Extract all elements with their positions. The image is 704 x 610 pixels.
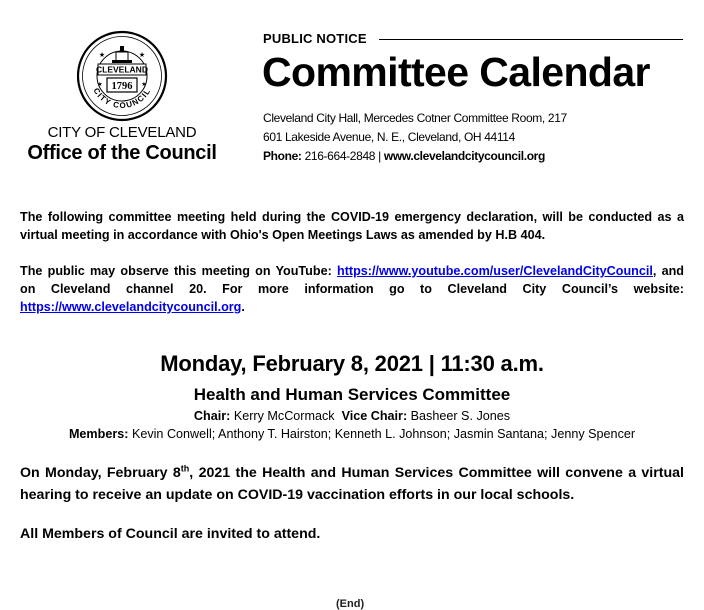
chair-line bbox=[0, 409, 704, 423]
notice-label: PUBLIC NOTICE bbox=[263, 31, 367, 46]
members-list: Kevin Conwell; Anthony T. Hairston; Kenneth L. Johnson; Jasmin Santana; Jenny Spencer bbox=[131, 427, 636, 441]
address-line-2: 601 Lakeside Avenue, N. E., Cleveland, OH 44114 bbox=[263, 130, 515, 144]
address-line-1: Cleveland City Hall, Mercedes Cotner Committee Room, 217 bbox=[263, 111, 567, 125]
chair-name: Kerry McCormack bbox=[233, 409, 335, 423]
star-icon: ★ bbox=[138, 52, 146, 59]
seal-top-text: CLEVELAND bbox=[96, 64, 148, 75]
description-text-2: , 2021 the Health and Human Services Committee will convene a virtual hearing to receive an update on COVID-19 vaccination efforts in our local schools. bbox=[20, 465, 684, 503]
observe-text-2: , and on Cleveland channel 20. For more information go to Cleveland City Council’s website: bbox=[20, 264, 685, 296]
intro-paragraph: The following committee meeting held during the COVID-19 emergency declaration, will be conducted as a virtual meeting in accordance with Ohio's Open Meetings Laws as amended by H.B 404. bbox=[20, 210, 684, 242]
observe-paragraph bbox=[20, 262, 684, 316]
vice-chair-name: Basheer S. Jones bbox=[410, 409, 511, 423]
page-title: Committee Calendar bbox=[262, 49, 650, 95]
youtube-link[interactable]: https://www.youtube.com/user/ClevelandCityCouncil bbox=[337, 264, 653, 278]
invite-text: All Members of Council are invited to attend. bbox=[20, 526, 321, 542]
observe-text: The public may observe this meeting on YouTube: bbox=[20, 264, 338, 278]
contact-line bbox=[263, 149, 545, 163]
website-text: www.clevelandcitycouncil.org bbox=[383, 149, 545, 163]
notice-header bbox=[263, 31, 683, 47]
meeting-description bbox=[20, 462, 684, 506]
council-website-link[interactable]: https://www.clevelandcitycouncil.org bbox=[20, 300, 242, 314]
phone-number: 216-664-2848 bbox=[304, 149, 376, 163]
star-icon: ★ bbox=[97, 82, 103, 88]
building-icon bbox=[112, 46, 132, 63]
footer-end-marker: (End) bbox=[336, 598, 365, 610]
chair-label: Chair: bbox=[193, 409, 231, 423]
phone-label: Phone: bbox=[263, 149, 302, 163]
star-icon: ★ bbox=[98, 52, 106, 59]
city-council-seal bbox=[76, 30, 168, 122]
star-icon: ★ bbox=[141, 82, 147, 88]
description-text: On Monday, February 8 bbox=[20, 465, 181, 481]
members-line bbox=[0, 427, 704, 441]
vice-chair-label: Vice Chair: bbox=[341, 409, 408, 423]
city-name: CITY OF CLEVELAND bbox=[47, 124, 197, 141]
observe-text-3: . bbox=[241, 300, 245, 314]
seal-year: 1796 bbox=[111, 81, 133, 92]
seal-ring-text: CITY COUNCIL bbox=[91, 86, 153, 111]
committee-name: Health and Human Services Committee bbox=[193, 385, 511, 404]
divider bbox=[379, 39, 683, 40]
office-name: Office of the Council bbox=[27, 142, 217, 164]
ordinal-suffix: th bbox=[180, 463, 190, 474]
meeting-date-time: Monday, February 8, 2021 | 11:30 a.m. bbox=[160, 351, 544, 376]
separator: | bbox=[378, 149, 381, 163]
members-label: Members: bbox=[68, 427, 129, 441]
